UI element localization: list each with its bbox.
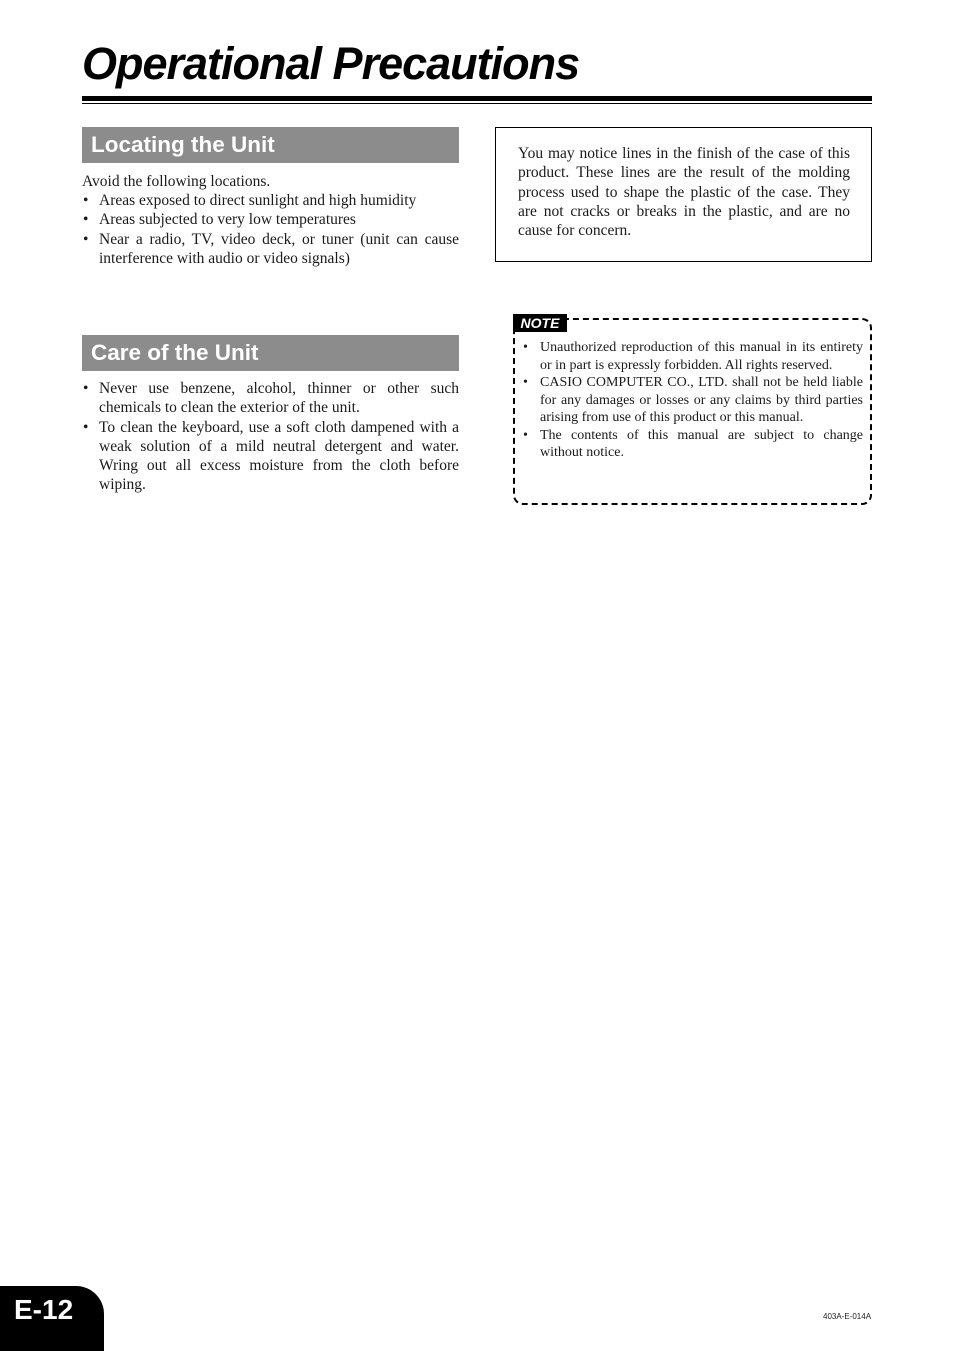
- bullet-glyph: •: [83, 211, 89, 229]
- list-item-text: Unauthorized reproduction of this manual in its entirety or in part is expressly forbidden. All rights reserved.: [540, 340, 863, 373]
- bullet-glyph: •: [523, 340, 528, 355]
- note-label: NOTE: [513, 314, 567, 332]
- page-number: E-12: [14, 1294, 74, 1325]
- list-item-text: Never use benzene, alcohol, thinner or other such chemicals to clean the exterior of the unit.: [99, 380, 459, 417]
- bullet-glyph: •: [523, 427, 528, 443]
- title-rule-thin: [82, 103, 872, 104]
- bullet-glyph: •: [83, 192, 89, 209]
- list-item: [82, 379, 459, 418]
- care-list: [82, 379, 459, 495]
- list-item-text: To clean the keyboard, use a soft cloth dampened with a weak solution of a mild neutral detergent and water. Wring out all excess moisture from the cloth before wiping.: [99, 418, 459, 494]
- list-item: [522, 339, 863, 374]
- list-item-text: CASIO COMPUTER CO., LTD. shall not be held liable for any damages or losses or any claims by third parties arising from use of this product or this manual.: [540, 375, 863, 425]
- info-box-text: You may notice lines in the finish of the case of this product. These lines are the result of the molding process used to shape the plastic of the case. They are not cracks or breaks in the plastic, and are no cause for concern.: [518, 145, 850, 240]
- list-item-text: Areas exposed to direct sunlight and high humidity: [99, 192, 417, 209]
- locating-list: [82, 191, 459, 268]
- locating-intro: Avoid the following locations.: [82, 173, 271, 190]
- list-item: [82, 418, 459, 495]
- bullet-glyph: •: [83, 380, 89, 397]
- list-item: [82, 230, 459, 269]
- note-list: [522, 339, 863, 462]
- list-item: [82, 191, 459, 210]
- case-finish-info-box: [495, 127, 872, 262]
- bullet-glyph: •: [83, 418, 89, 436]
- list-item-text: Near a radio, TV, video deck, or tuner (unit can cause interference with audio or video signals): [99, 230, 459, 267]
- title-rule-thick: [82, 96, 872, 101]
- list-item: [82, 210, 459, 229]
- section-heading-locating: Locating the Unit: [82, 127, 459, 163]
- section-heading-care: Care of the Unit: [82, 335, 459, 371]
- list-item-text: Areas subjected to very low temperatures: [99, 211, 356, 229]
- list-item: [522, 427, 863, 462]
- page-title: Operational Precautions: [82, 38, 580, 89]
- document-code: 403A-E-014A: [823, 1312, 872, 1321]
- list-item: [522, 374, 863, 427]
- bullet-glyph: •: [523, 375, 528, 390]
- list-item-text: The contents of this manual are subject to change without notice.: [540, 427, 863, 460]
- bullet-glyph: •: [83, 230, 89, 248]
